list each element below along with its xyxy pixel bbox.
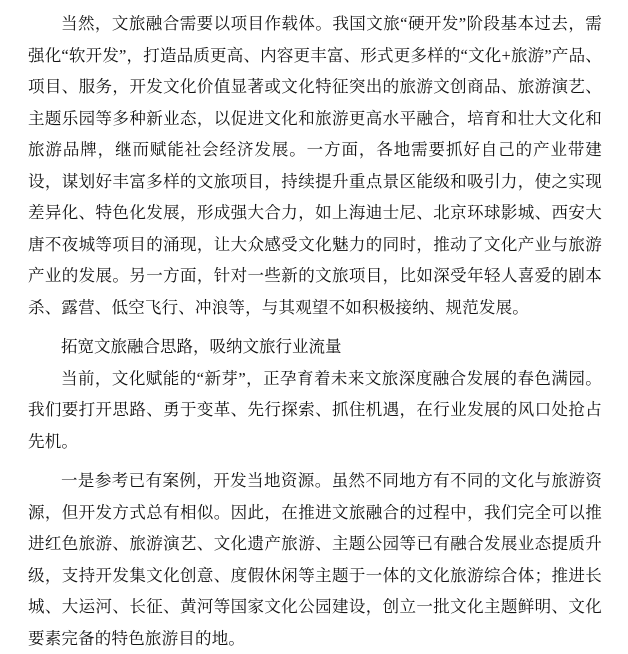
body-paragraph-2: 当前，文化赋能的“新芽”，正孕育着未来文旅深度融合发展的春色满园。我们要打开思路、勇于变革、先行探索、抓住机遇，在行业发展的风口处抢占先机。 <box>28 368 602 451</box>
body-paragraph-3: 一是参考已有案例，开发当地资源。虽然不同地方有不同的文化与旅游资源，但开发方式总有相似。因此，在推进文旅融合的过程中，我们完全可以推进红色旅游、旅游演艺、文化遗产旅游、主题公园等已有融合发展业态提质升级，支持开发集文化创意、度假休闲等主题于一体的文化旅游综合体；推进长城、大运河、长征、黄河等国家文化公园建设，创立一批文化主题鲜明、文化要素完备的特色旅游目的地。 <box>28 471 602 648</box>
section-subheading: 拓宽文旅融合思路，吸纳文旅行业流量 <box>61 337 342 356</box>
body-paragraph-1: 当然，文旅融合需要以项目作载体。我国文旅“硬开发”阶段基本过去，需强化“软开发”，打造品质更高、内容更丰富、形式更多样的“文化+旅游”产品、项目、服务，开发文化价值显著或文化特征突出的旅游文创商品、旅游演艺、主题乐园等多种新业态，以促进文化和旅游更高水平融合，培育和壮大文化和旅游品牌，继而赋能社会经济发展。一方面，各地需要抓好自己的产业带建设，谋划好丰富多样的文旅项目，持续提升重点景区能级和吸引力，使之实现差异化、特色化发展，形成强大合力，如上海迪士尼、北京环球影城、西安大唐不夜城等项目的涌现，让大众感受文化魅力的同时，推动了文化产业与旅游产业的发展。另一方面，针对一些新的文旅项目，比如深受年轻人喜爱的剧本杀、露营、低空飞行、冲浪等，与其观望不如积极接纳、规范发展。 <box>28 14 602 317</box>
